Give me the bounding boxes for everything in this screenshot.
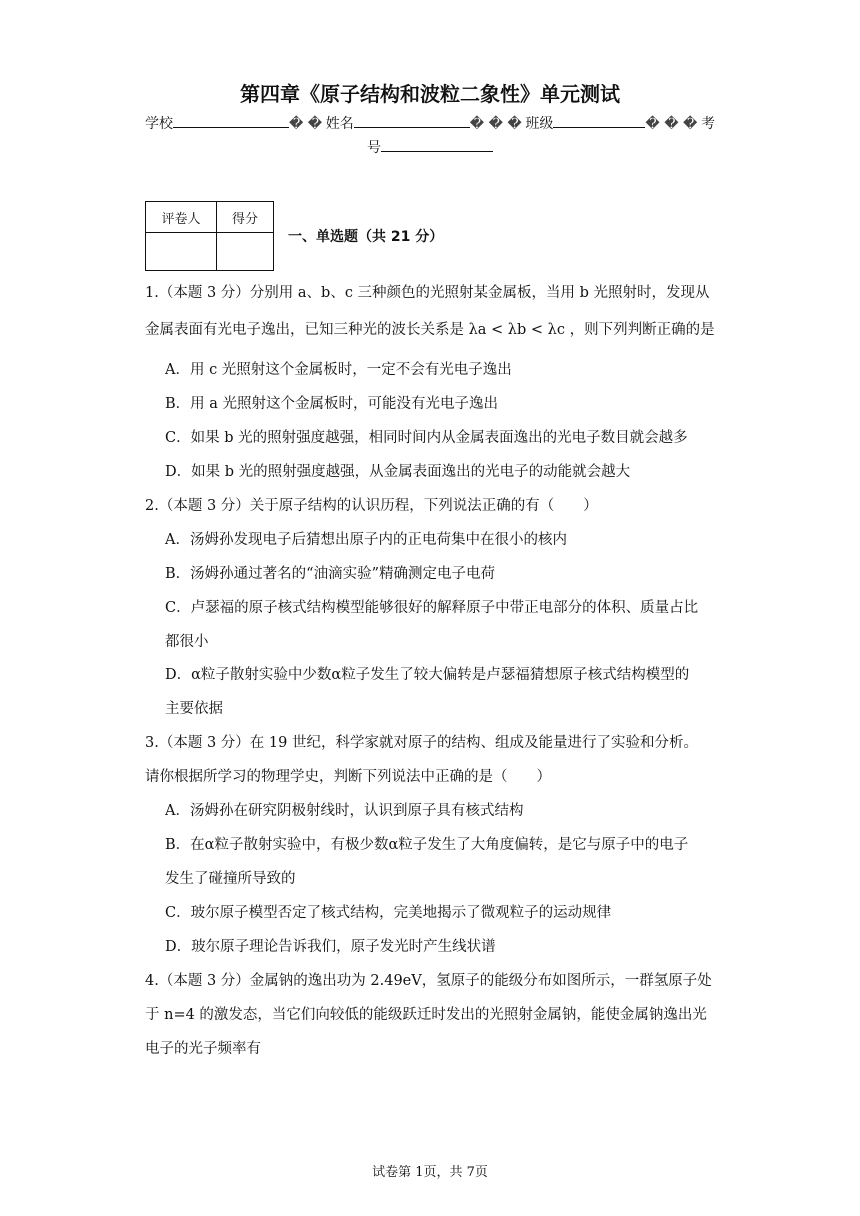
score-header: 得分 xyxy=(217,202,274,233)
score-cell xyxy=(217,233,274,271)
grader-header: 评卷人 xyxy=(146,202,217,233)
school-field: 学校 � � xyxy=(145,112,322,136)
question-text-line: 电子的光子频率有 xyxy=(145,1041,261,1057)
question-text-line: 请你根据所学习的物理学史，判断下列说法中正确的是（ ） xyxy=(145,769,551,785)
question-text-line: 于 n=4 的激发态，当它们向较低的能级跃迁时发出的光照射金属钠，能使金属钠逸出光 xyxy=(145,1007,707,1023)
option-text-line: A．用 c 光照射这个金属板时，一定不会有光电子逸出 xyxy=(165,362,512,378)
option-text-line: C．如果 b 光的照射强度越强，相同时间内从金属表面逸出的光电子数目就会越多 xyxy=(165,430,688,446)
option-text-line: D．如果 b 光的照射强度越强，从金属表面逸出的光电子的动能就会越大 xyxy=(165,464,631,480)
class-field: 班级 � � � xyxy=(525,112,697,136)
option-text-line: D．α粒子散射实验中少数α粒子发生了较大偏转是卢瑟福猜想原子核式结构模型的 xyxy=(165,667,690,683)
option-text-line: 主要依据 xyxy=(165,701,223,717)
page-footer: 试卷第 1页，共 7页 xyxy=(372,1165,488,1180)
question-text-line: 4.（本题 3 分）金属钠的逸出功为 2.49eV，氢原子的能级分布如图所示，一群氢原子处 xyxy=(145,973,712,989)
option-text-line: A．汤姆孙在研究阴极射线时，认识到原子具有核式结构 xyxy=(165,803,524,819)
option-text-line: B．在α粒子散射实验中，有极少数α粒子发生了大角度偏转，是它与原子中的电子 xyxy=(165,837,689,853)
option-text-line: B．汤姆孙通过著名的“油滴实验”精确测定电子电荷 xyxy=(165,566,495,582)
option-text-line: C．卢瑟福的原子核式结构模型能够很好的解释原子中带正电部分的体积、质量占比 xyxy=(165,600,699,616)
grader-cell xyxy=(146,233,217,271)
score-table xyxy=(145,201,274,271)
exam-no-field: 号 xyxy=(367,140,493,156)
exam-no-label: 考 xyxy=(700,116,715,132)
section-title: 一、单选题（共 21 分） xyxy=(288,229,444,245)
option-text-line: C．玻尔原子模型否定了核式结构，完美地揭示了微观粒子的运动规律 xyxy=(165,905,612,921)
question-text-line: 2.（本题 3 分）关于原子结构的认识历程，下列说法正确的有（ ） xyxy=(145,498,598,514)
student-info-line-2 xyxy=(145,136,715,160)
student-info-line-1 xyxy=(145,112,715,136)
exam-title: 第四章《原子结构和波粒二象性》单元测试 xyxy=(240,82,620,106)
option-text-line: 发生了碰撞所导致的 xyxy=(165,871,296,887)
question-text-line: 金属表面有光电子逸出，已知三种光的波长关系是 λa < λb < λc ，则下列判断正确的是 xyxy=(145,322,715,338)
option-text-line: A．汤姆孙发现电子后猜想出原子内的正电荷集中在很小的核内 xyxy=(165,532,567,548)
question-text-line: 1.（本题 3 分）分别用 a、b、c 三种颜色的光照射某金属板，当用 b 光照射时，发现从 xyxy=(145,285,710,301)
option-text-line: B．用 a 光照射这个金属板时，可能没有光电子逸出 xyxy=(165,396,499,412)
option-text-line: 都很小 xyxy=(165,634,209,650)
name-field: 姓名 � � � xyxy=(326,112,522,136)
option-text-line: D．玻尔原子理论告诉我们，原子发光时产生线状谱 xyxy=(165,939,496,955)
question-text-line: 3.（本题 3 分）在 19 世纪，科学家就对原子的结构、组成及能量进行了实验和分析。 xyxy=(145,735,698,751)
